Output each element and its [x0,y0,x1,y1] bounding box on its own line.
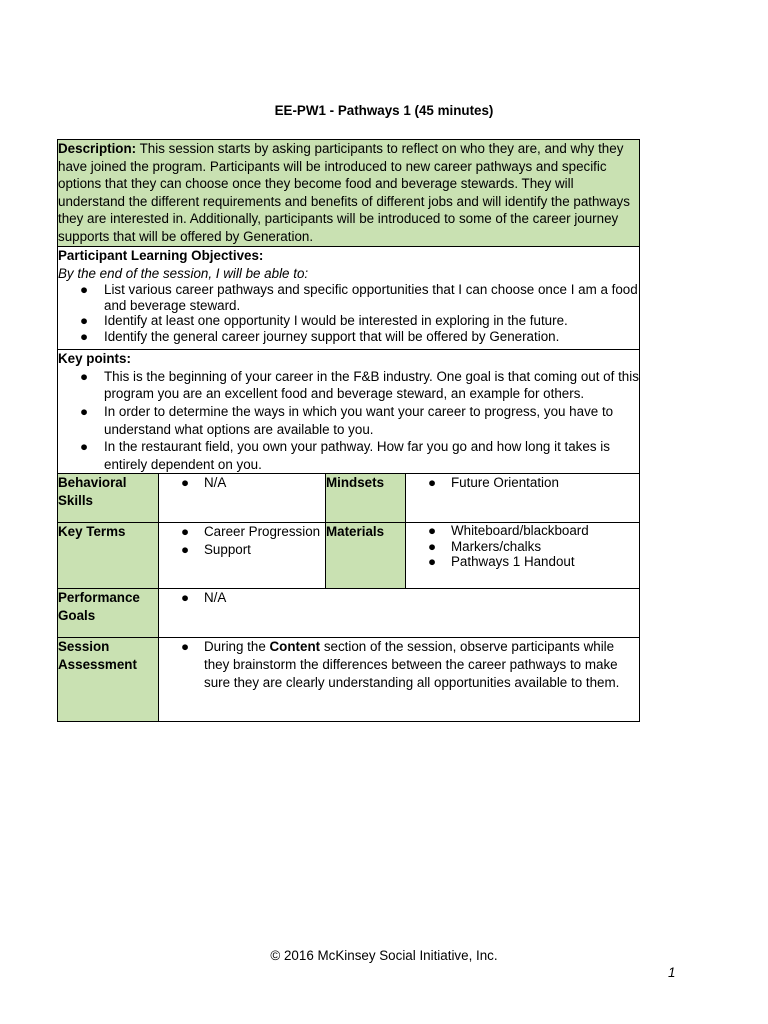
list-item: ● List various career pathways and specific opportunities that I can choose once I am a food and beverage steward. [80,282,638,313]
copyright-footer: © 2016 McKinsey Social Initiative, Inc. [270,948,498,963]
performance-goals-row [58,589,640,638]
objectives-list [58,282,639,344]
list-item: ● N/A [181,475,227,491]
bullet-icon: ● [181,590,190,606]
description-text: This session starts by asking participants to reflect on who they are, and why they have joined the program. Participants will be introduced to new career pathways and specific options that they can choose once they become food and beverage stewards. They will understand the different requirements and benefits of different jobs and will identify the pathways they are interested in. Additionally, participants will be introduced to some of the career journey supports that will be offered by Generation. [58,141,630,244]
bullet-icon: ● [80,328,89,344]
behavioral-skills-label: Behavioral Skills [58,474,159,523]
list-item: ● Whiteboard/blackboard [428,523,589,539]
key-points-row [58,350,640,474]
list-item: ● Identify at least one opportunity I would be interested in exploring in the future. [80,313,568,329]
key-terms-label: Key Terms [58,523,159,589]
performance-goals-cell [159,589,640,638]
list-item: ● Identify the general career journey support that will be offered by Generation. [80,328,560,344]
list-item: ● During the Content section of the session, observe participants while they brainstorm the differences between the career pathways to make sure they are clearly understanding all opportunities available to them. [181,639,620,690]
objectives-label: Participant Learning Objectives: [58,248,264,263]
description-cell [58,140,640,247]
behavioral-skills-cell [159,474,326,523]
content-emphasis: Content [269,639,321,655]
bullet-icon: ● [80,403,89,419]
skills-mindsets-row [58,474,640,523]
bullet-icon: ● [80,313,89,329]
list-item: ● Markers/chalks [428,538,542,554]
bullet-icon: ● [428,475,437,491]
bullet-icon: ● [428,523,437,539]
bullet-icon: ● [181,524,190,540]
list-item: ● This is the beginning of your career in the F&B industry. One goal is that coming out of this program you are an excellent food and beverage steward, an example for others. [80,368,639,402]
session-assessment-cell [159,638,640,722]
list-item: ● In the restaurant field, you own your pathway. How far you go and how long it takes is entirely dependent on you. [80,439,610,472]
list-item: ● Pathways 1 Handout [428,554,575,570]
objectives-intro: By the end of the session, I will be able to: [58,265,309,281]
list-item: ● Career Progression [181,524,321,540]
bullet-icon: ● [428,554,437,570]
bullet-icon: ● [181,639,190,655]
session-assessment-row [58,638,640,722]
materials-label: Materials [326,523,406,589]
description-row [58,140,640,247]
key-points-list [58,368,639,474]
list-item: ● In order to determine the ways in which you want your career to progress, you have to understand what options are available to you. [80,403,614,437]
key-points-cell [58,350,640,474]
list-item: ● N/A [181,590,227,606]
objectives-row [58,247,640,350]
list-item: ● Future Orientation [428,475,559,491]
bullet-icon: ● [80,282,89,298]
mindsets-label: Mindsets [326,474,406,523]
list-item: ● Support [181,541,251,557]
session-assessment-label: Session Assessment [58,638,159,722]
bullet-icon: ● [80,368,89,384]
materials-cell [406,523,640,589]
bullet-icon: ● [181,475,190,491]
bullet-icon: ● [428,538,437,554]
description-label: Description: [58,141,137,156]
key-points-label: Key points: [58,351,131,367]
document-title: EE-PW1 - Pathways 1 (45 minutes) [274,103,494,118]
session-table [57,139,640,722]
key-terms-cell [159,523,326,589]
mindsets-cell [406,474,640,523]
bullet-icon: ● [80,439,89,455]
bullet-icon: ● [181,541,190,557]
performance-goals-label: Performance Goals [58,589,159,638]
objectives-cell [58,247,640,350]
page-number: 1 [668,965,676,980]
terms-materials-row [58,523,640,589]
